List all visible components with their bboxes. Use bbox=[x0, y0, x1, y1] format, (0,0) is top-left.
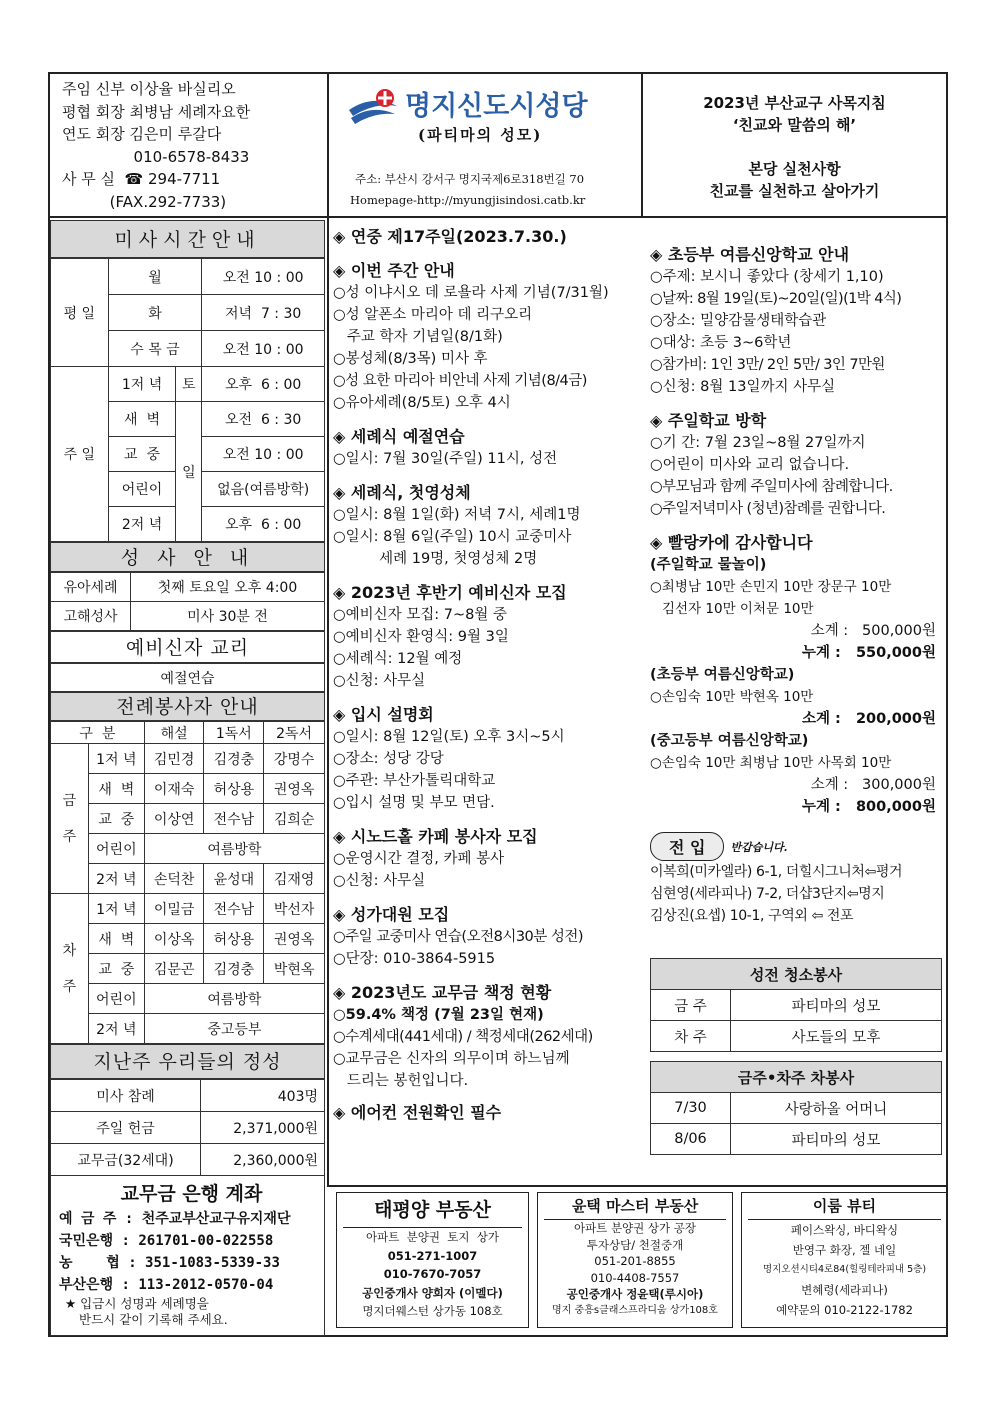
notice-line: ○신청: 사무실 bbox=[333, 673, 426, 689]
liturgy-cell: 전수남 bbox=[204, 804, 264, 834]
weekday-label: 평 일 bbox=[51, 259, 109, 367]
ad-line: 아파트 분양권 토지 상가 bbox=[365, 1230, 500, 1244]
bank-title: 교무금 은행 계좌 bbox=[120, 1183, 263, 1205]
bank-note: 반드시 같이 기록해 주세요. bbox=[79, 1312, 228, 1327]
notice-line: 드리는 봉헌입니다. bbox=[333, 1073, 469, 1089]
church-sub: (파티마의 성모) bbox=[418, 126, 543, 144]
transfer-badge: 전 입 bbox=[650, 832, 724, 861]
liturgy-cell: 권영옥 bbox=[264, 774, 325, 804]
cleaning-week: 금 주 bbox=[651, 990, 731, 1021]
liturgy-cell: 여름방학 bbox=[144, 984, 324, 1014]
transfer-line: 김상진(요셉) 10-1, 구역외 ⇦ 전포 bbox=[650, 908, 854, 924]
liturgy-header: 2독서 bbox=[264, 722, 325, 744]
left-column bbox=[50, 220, 325, 1336]
notice-line: ○일시: 8월 6일(주일) 10시 교중미사 bbox=[333, 529, 572, 545]
tea-date: 8/06 bbox=[651, 1124, 731, 1155]
sun-label: 일 bbox=[176, 402, 202, 542]
liturgy-cell: 이상연 bbox=[144, 804, 204, 834]
mass-title: 미사시간안내 bbox=[50, 220, 325, 258]
tea-title: 금주•차주 차봉사 bbox=[651, 1062, 942, 1093]
catechumen-title: 예비신자 교리 bbox=[50, 631, 325, 663]
cleaning-week: 차 주 bbox=[651, 1021, 731, 1052]
liturgy-row-name: 새 벽 bbox=[88, 774, 144, 804]
liturgy-cell: 여름방학 bbox=[144, 834, 324, 864]
offering-value: 403명 bbox=[201, 1080, 325, 1112]
liturgy-cell: 허상용 bbox=[204, 774, 264, 804]
sat-label: 토 bbox=[176, 367, 202, 402]
bank-line: 국민은행 : 261701-00-022558 bbox=[59, 1233, 274, 1249]
ad-realty-1 bbox=[336, 1192, 529, 1328]
liturgy-row-name: 새 벽 bbox=[88, 924, 144, 954]
liturgy-header: 1독서 bbox=[204, 722, 264, 744]
section-title: ◈ 2023년 후반기 예비신자 모집 bbox=[333, 583, 567, 602]
liturgy-row-name: 2저 녁 bbox=[88, 1014, 144, 1044]
mass-time: 오전 10 : 00 bbox=[202, 259, 325, 295]
notice-line: ○유아세례(8/5토) 오후 4시 bbox=[333, 395, 511, 411]
liturgy-cell: 박선자 bbox=[264, 894, 325, 924]
thanks-sub: (초등부 여름신앙학교) bbox=[650, 667, 795, 683]
ad-line: 페이스왁싱, 바디왁싱 bbox=[790, 1223, 899, 1237]
staff-line: 사 무 실 ☎ 294-7711 bbox=[62, 170, 221, 188]
cleaning-box bbox=[650, 958, 942, 1052]
section-title: ◈ 연중 제17주일(2023.7.30.) bbox=[333, 227, 567, 246]
liturgy-row-name: 어린이 bbox=[88, 834, 144, 864]
ad-line: 아파트 분양권 상가 공장 bbox=[573, 1221, 697, 1235]
offering-name: 교무금(32세대) bbox=[51, 1144, 201, 1176]
next-week-label: 차 주 bbox=[51, 894, 89, 1044]
mass-name: 새 벽 bbox=[108, 402, 176, 437]
notice-line: ○봉성체(8/3목) 미사 후 bbox=[333, 351, 488, 367]
sacrament-name: 고해성사 bbox=[51, 602, 131, 631]
motto-line: 본당 실천사항 bbox=[748, 160, 841, 178]
offering-title: 지난주 우리들의 정성 bbox=[50, 1044, 325, 1079]
notice-line: ○신청: 8월 13일까지 사무실 bbox=[650, 379, 836, 395]
ad-line: 051-271-1007 bbox=[387, 1248, 478, 1263]
sunday-label: 주 일 bbox=[51, 367, 109, 542]
section-title: ◈ 초등부 여름신앙학교 안내 bbox=[650, 245, 850, 264]
transfer-line: 이복희(미카엘라) 6-1, 더힐시그니처⇦평거 bbox=[650, 864, 903, 880]
motto-line bbox=[643, 136, 946, 158]
mass-time: 오전 10 : 00 bbox=[202, 331, 325, 367]
offering-value: 2,371,000원 bbox=[201, 1112, 325, 1144]
sacrament-name: 유아세례 bbox=[51, 573, 131, 602]
motto-line: 친교를 실천하고 살아가기 bbox=[709, 182, 880, 200]
notice-line: ○교무금은 신자의 의무이며 하느님께 bbox=[333, 1051, 570, 1067]
section-title: ◈ 시노드홀 카페 봉사자 모집 bbox=[333, 827, 538, 846]
liturgy-cell: 전수남 bbox=[204, 894, 264, 924]
liturgy-row-name: 2저 녁 bbox=[88, 864, 144, 894]
liturgy-cell: 김희순 bbox=[264, 804, 325, 834]
homepage-link[interactable]: Homepage-http://myungjisindosi.catb.kr bbox=[350, 193, 586, 207]
sacrament-value: 첫째 토요일 오후 4:00 bbox=[131, 573, 325, 602]
staff-line: 평협 회장 최병남 세례자요한 bbox=[62, 102, 251, 121]
liturgy-cell: 이밀금 bbox=[144, 894, 204, 924]
tea-group: 사랑하올 어머니 bbox=[731, 1093, 942, 1124]
bank-line: 농 협 : 351-1083-5339-33 bbox=[59, 1255, 280, 1271]
liturgy-cell: 중고등부 bbox=[144, 1014, 324, 1044]
transfer-line: 심현영(세라피나) 7-2, 더샵3단지⇦명지 bbox=[650, 886, 885, 902]
mass-day: 수 목 금 bbox=[108, 331, 202, 367]
staff-line: 주임 신부 이상율 바실리오 bbox=[62, 80, 236, 98]
liturgy-row-name: 교 중 bbox=[88, 804, 144, 834]
catechumen-table bbox=[50, 663, 325, 692]
liturgy-cell: 김민경 bbox=[144, 744, 204, 774]
mass-table bbox=[50, 258, 325, 542]
ad-line: 010-4408-7557 bbox=[590, 1270, 680, 1285]
notice-line: ○주관: 부산가톨릭대학교 bbox=[333, 773, 496, 789]
notice-line: ○입시 설명 및 부모 면담. bbox=[333, 795, 495, 811]
section-title: ◈ 에어컨 전원확인 필수 bbox=[333, 1103, 502, 1122]
bank-box bbox=[50, 1176, 325, 1336]
section-title: ◈ 세례식, 첫영성체 bbox=[333, 483, 471, 502]
section-title: ◈ 주일학교 방학 bbox=[650, 411, 767, 430]
mass-name: 2저 녁 bbox=[108, 507, 176, 542]
bank-note: ★ 입금시 성명과 세례명을 bbox=[65, 1296, 209, 1311]
cleaning-group: 파티마의 성모 bbox=[731, 990, 942, 1021]
staff-line: 010-6578-8433 bbox=[62, 147, 250, 166]
notice-line: 주교 학자 기념일(8/1화) bbox=[333, 329, 503, 345]
catechumen-value: 예절연습 bbox=[51, 664, 325, 692]
notice-line: ○장소: 밀양감물생태학습관 bbox=[650, 313, 827, 329]
ad-line: 010-7670-7057 bbox=[383, 1267, 482, 1281]
offering-value: 2,360,000원 bbox=[201, 1144, 325, 1176]
mass-time: 오후 6 : 00 bbox=[202, 367, 325, 402]
notice-line: ○기 간: 7월 23일~8월 27일까지 bbox=[650, 435, 866, 451]
staff-info bbox=[62, 78, 250, 213]
mass-time: 없음(여름방학) bbox=[202, 472, 325, 507]
thanks-total: 누계 : 800,000원 bbox=[801, 799, 936, 815]
cleaning-title: 성전 청소봉사 bbox=[651, 959, 942, 990]
notice-line: ○장소: 성당 강당 bbox=[333, 751, 444, 767]
thanks-sum: 소계 : 200,000원 bbox=[801, 711, 936, 727]
motto-line: ‘친교와 말씀의 해’ bbox=[732, 116, 857, 134]
ad-title: 태평양 부동산 bbox=[343, 1193, 522, 1228]
mass-name: 어린이 bbox=[108, 472, 176, 507]
notice-line: ○주일 교중미사 연습(오전8시30분 성전) bbox=[333, 929, 584, 945]
liturgy-row-name: 1저 녁 bbox=[88, 744, 144, 774]
this-week-label: 금 주 bbox=[51, 744, 89, 894]
ad-line: 예약문의 010-2122-1782 bbox=[776, 1303, 913, 1317]
ad-line: 명지 중흥s클래스프라디움 상가108호 bbox=[552, 1304, 718, 1316]
right-column bbox=[650, 240, 944, 927]
sacrament-title: 성 사 안 내 bbox=[50, 542, 325, 572]
mass-time: 오전 6 : 30 bbox=[202, 402, 325, 437]
ad-title: 윤택 마스터 부동산 bbox=[544, 1193, 726, 1220]
liturgy-cell: 강명수 bbox=[264, 744, 325, 774]
notice-line: ○성 요한 마리아 비안네 사제 기념(8/4금) bbox=[333, 373, 587, 389]
liturgy-cell: 김재영 bbox=[264, 864, 325, 894]
notice-line: ○예비신자 모집: 7~8월 중 bbox=[333, 607, 508, 623]
ad-line: 명지오션시티4로84(힐링테라피내 5층) bbox=[762, 1264, 927, 1275]
liturgy-cell: 이재숙 bbox=[144, 774, 204, 804]
notice-line: ○일시: 8월 1일(화) 저녁 7시, 세례1명 bbox=[333, 507, 581, 523]
address: 주소: 부산시 강서구 명지국제6로318번길 70 bbox=[355, 172, 585, 186]
liturgy-cell: 김경충 bbox=[204, 954, 264, 984]
notice-line: ○부모님과 함께 주일미사에 참례합니다. bbox=[650, 479, 893, 495]
thanks-line: 김선자 10만 이처문 10만 bbox=[662, 601, 814, 617]
notice-line: ○주일저녁미사 (청년)참례를 권합니다. bbox=[650, 501, 886, 517]
mass-day: 화 bbox=[108, 295, 202, 331]
staff-line: 연도 회장 김은미 루갈다 bbox=[62, 125, 222, 143]
thanks-line: ○손임숙 10만 최병남 10만 사목회 10만 bbox=[650, 755, 892, 771]
notice-line: ○어린이 미사와 교리 없습니다. bbox=[650, 457, 850, 473]
thanks-sub: (주일학교 물놀이) bbox=[650, 557, 767, 573]
liturgy-cell: 이상옥 bbox=[144, 924, 204, 954]
liturgy-cell: 윤성대 bbox=[204, 864, 264, 894]
motto-line: 2023년 부산교구 사목지침 bbox=[703, 94, 886, 112]
section-title: ◈ 이번 주간 안내 bbox=[333, 261, 455, 280]
ad-beauty bbox=[741, 1192, 948, 1328]
mass-name: 1저 녁 bbox=[108, 367, 176, 402]
ad-line: 051-201-8855 bbox=[594, 1254, 676, 1268]
liturgy-table bbox=[50, 721, 325, 1044]
notice-line: 세례 19명, 첫영성체 2명 bbox=[333, 551, 538, 567]
offering-name: 주일 헌금 bbox=[51, 1112, 201, 1144]
mass-name: 교 중 bbox=[108, 437, 176, 472]
thanks-sum: 소계 : 300,000원 bbox=[810, 777, 936, 793]
ad-title: 이룸 뷰티 bbox=[748, 1193, 941, 1220]
liturgy-cell: 권영옥 bbox=[264, 924, 325, 954]
notice-line: ○성 알폰소 마리아 데 리구오리 bbox=[333, 307, 533, 323]
notice-line: ○예비신자 환영식: 9월 3일 bbox=[333, 629, 509, 645]
ad-realty-2 bbox=[537, 1192, 733, 1328]
tea-date: 7/30 bbox=[651, 1093, 731, 1124]
notice-line: ○성 이냐시오 데 로욜라 사제 기념(7/31월) bbox=[333, 285, 609, 301]
liturgy-row-name: 1저 녁 bbox=[88, 894, 144, 924]
staff-line: (FAX.292-7733) bbox=[62, 192, 227, 211]
notice-line: ○운영시간 결정, 카페 봉사 bbox=[333, 851, 505, 867]
mass-time: 오후 6 : 00 bbox=[202, 507, 325, 542]
notice-line: ○단장: 010-3864-5915 bbox=[333, 951, 496, 967]
bank-line: 예 금 주 : 천주교부산교구유지재단 bbox=[59, 1211, 291, 1227]
thanks-sub: (중고등부 여름신앙학교) bbox=[650, 733, 809, 749]
liturgy-header: 해설 bbox=[144, 722, 204, 744]
notice-line: ○참가비: 1인 3만/ 2인 5만/ 3인 7만원 bbox=[650, 357, 885, 373]
liturgy-title: 전례봉사자 안내 bbox=[50, 692, 325, 721]
bank-line: 부산은행 : 113-2012-0570-04 bbox=[59, 1277, 274, 1293]
section-title: ◈ 빨랑카에 감사합니다 bbox=[650, 533, 813, 552]
ad-line: 공인중개사 정윤택(루시아) bbox=[566, 1287, 704, 1301]
thanks-sum: 소계 : 500,000원 bbox=[810, 623, 936, 639]
offering-table bbox=[50, 1079, 325, 1176]
notice-line: ○일시: 7월 30일(주일) 11시, 성전 bbox=[333, 451, 558, 467]
notice-line: ○세례식: 12월 예정 bbox=[333, 651, 463, 667]
church-logo-icon bbox=[345, 84, 400, 128]
notice-line: ○수계세대(441세대) / 책정세대(262세대) bbox=[333, 1029, 593, 1045]
middle-column bbox=[333, 222, 639, 1124]
notice-line: ○주제: 보시니 좋았다 (창세기 1,10) bbox=[650, 269, 884, 285]
section-title: ◈ 세례식 예절연습 bbox=[333, 427, 465, 446]
tea-group: 파티마의 성모 bbox=[731, 1124, 942, 1155]
liturgy-cell: 허상용 bbox=[204, 924, 264, 954]
ad-line: 공인중개사 양희자 (이멜다) bbox=[362, 1285, 503, 1300]
sacrament-table bbox=[50, 572, 325, 631]
notice-line: ○59.4% 책정 (7월 23일 현재) bbox=[333, 1007, 544, 1023]
liturgy-cell: 김문곤 bbox=[144, 954, 204, 984]
mass-day: 월 bbox=[108, 259, 202, 295]
section-title: ◈ 입시 설명회 bbox=[333, 705, 434, 724]
sacrament-value: 미사 30분 전 bbox=[131, 602, 325, 631]
liturgy-cell: 김경충 bbox=[204, 744, 264, 774]
ad-line: 반영구 화장, 젤 네일 bbox=[792, 1243, 897, 1257]
cleaning-group: 사도들의 모후 bbox=[731, 1021, 942, 1052]
ad-line: 명지더웨스턴 상가동 108호 bbox=[362, 1304, 503, 1318]
section-title: ◈ 2023년도 교무금 책정 현황 bbox=[333, 983, 552, 1002]
thanks-line: ○최병남 10만 손민지 10만 장문구 10만 bbox=[650, 579, 892, 595]
liturgy-row-name: 어린이 bbox=[88, 984, 144, 1014]
liturgy-cell: 손덕찬 bbox=[144, 864, 204, 894]
mass-time: 오전 10 : 00 bbox=[202, 437, 325, 472]
liturgy-cell: 박현옥 bbox=[264, 954, 325, 984]
thanks-total: 누계 : 550,000원 bbox=[801, 645, 936, 661]
thanks-line: ○손임숙 10만 박현옥 10만 bbox=[650, 689, 814, 705]
mass-time: 저녁 7 : 30 bbox=[202, 295, 325, 331]
liturgy-row-name: 교 중 bbox=[88, 954, 144, 984]
notice-line: ○신청: 사무실 bbox=[333, 873, 426, 889]
offering-name: 미사 참례 bbox=[51, 1080, 201, 1112]
notice-line: ○날짜: 8월 19일(토)~20일(일)(1박 4식) bbox=[650, 291, 902, 307]
tea-box bbox=[650, 1061, 942, 1155]
transfer-greeting: 반갑습니다. bbox=[730, 840, 788, 854]
ad-line: 투자상담/ 천절중개 bbox=[586, 1237, 684, 1252]
notice-line: ○대상: 초등 3~6학년 bbox=[650, 335, 792, 351]
motto bbox=[643, 92, 946, 202]
ad-line: 변혜령(세라피나) bbox=[801, 1283, 888, 1297]
liturgy-header: 구 분 bbox=[51, 722, 145, 744]
notice-line: ○일시: 8월 12일(토) 오후 3시~5시 bbox=[333, 729, 565, 745]
section-title: ◈ 성가대원 모집 bbox=[333, 905, 450, 924]
church-name: 명지신도시성당 bbox=[405, 91, 588, 122]
